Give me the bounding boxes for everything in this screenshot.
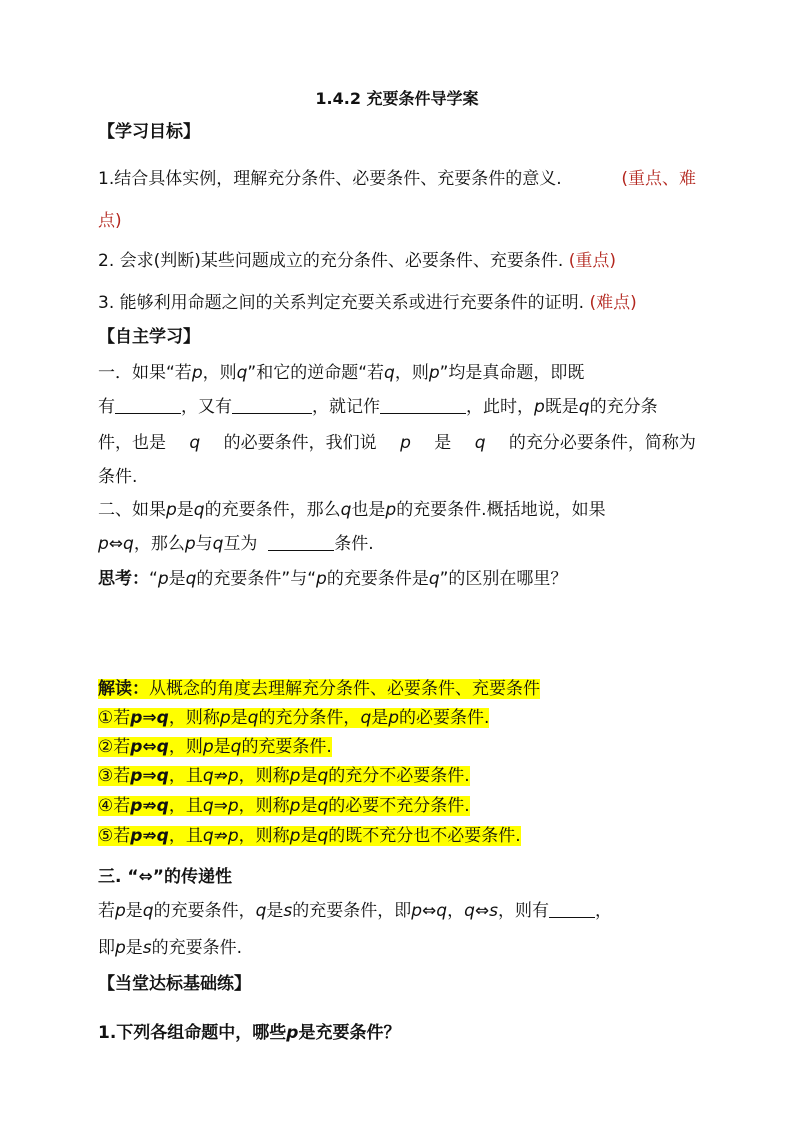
section-practice-heading: 【当堂达标基础练】 (98, 974, 251, 994)
part1-line1: 一．如果“若p，则q”和它的逆命题“若q，则p”均是真命题，即既 (98, 363, 585, 383)
question-1: 1.下列各组命题中，哪些p是充要条件？ (98, 1023, 401, 1043)
page-title: 1.4.2 充要条件导学案 (315, 89, 479, 108)
interpret-item-3: ③若p⇒q，且q⇏p，则称p是q的充分不必要条件. (98, 766, 470, 786)
part1-line3: 件，也是 q 的必要条件，我们说 p 是 q 的充分必要条件，简称为 (98, 433, 696, 453)
objective-3-text: 3. 能够利用命题之间的关系判定充要关系或进行充要条件的证明. (98, 293, 585, 313)
think-label: 思考： (98, 569, 149, 589)
part1-line2: 有 ，又有 ，就记作 ，此时，p既是q的充分条 (98, 397, 658, 417)
interpret-item-4: ④若p⇏q，且q⇒p，则称p是q的必要不充分条件. (98, 796, 470, 816)
interpret-item-5: ⑤若p⇏q，且q⇏p，则称p是q的既不充分也不必要条件. (98, 826, 521, 846)
fill-blank-2[interactable] (232, 397, 312, 414)
objective-2 (98, 250, 616, 272)
fill-blank-5[interactable] (549, 901, 595, 918)
objective-1-tag-cont: 点) (98, 211, 122, 231)
section-objectives-heading: 【学习目标】 (98, 122, 200, 142)
fill-blank-1[interactable] (115, 397, 181, 414)
objective-3-tag: (难点) (589, 293, 637, 313)
objective-1 (98, 168, 696, 190)
interpret-item-2: ②若p⇔q，则p是q的充要条件. (98, 737, 332, 757)
objective-1-tag: (重点、难 (621, 169, 696, 189)
interpret-label: 解读： (98, 679, 149, 699)
section-self-study-heading: 【自主学习】 (98, 327, 200, 347)
interpret-item-1: ①若p⇒q，则称p是q的充分条件，q是p的必要条件. (98, 708, 490, 728)
part2-line1: 二、如果p是q的充要条件，那么q也是p的充要条件.概括地说，如果 (98, 500, 606, 520)
part1-line4: 条件. (98, 467, 138, 487)
part3-line1: 若p是q的充要条件，q是s的充要条件，即p⇔q，q⇔s，则有 ， (98, 901, 612, 921)
think-question: 思考：“p是q的充要条件”与“p的充要条件是q”的区别在哪里？ (98, 569, 568, 589)
fill-blank-3[interactable] (380, 397, 466, 414)
part3-line2: 即p是s的充要条件. (98, 938, 243, 958)
objective-2-tag: (重点) (568, 251, 616, 271)
objective-1-text: 1.结合具体实例，理解充分条件、必要条件、充要条件的意义. (98, 169, 562, 189)
objective-2-text: 2. 会求(判断)某些问题成立的充分条件、必要条件、充要条件. (98, 251, 564, 271)
fill-blank-4[interactable] (268, 534, 334, 551)
part2-line2: p⇔q，那么p与q互为 条件. (98, 534, 374, 554)
part3-heading: 三. “⇔”的传递性 (98, 867, 232, 887)
objective-3 (98, 292, 637, 314)
interpret-intro: 解读：从概念的角度去理解充分条件、必要条件、充要条件 (98, 679, 540, 699)
